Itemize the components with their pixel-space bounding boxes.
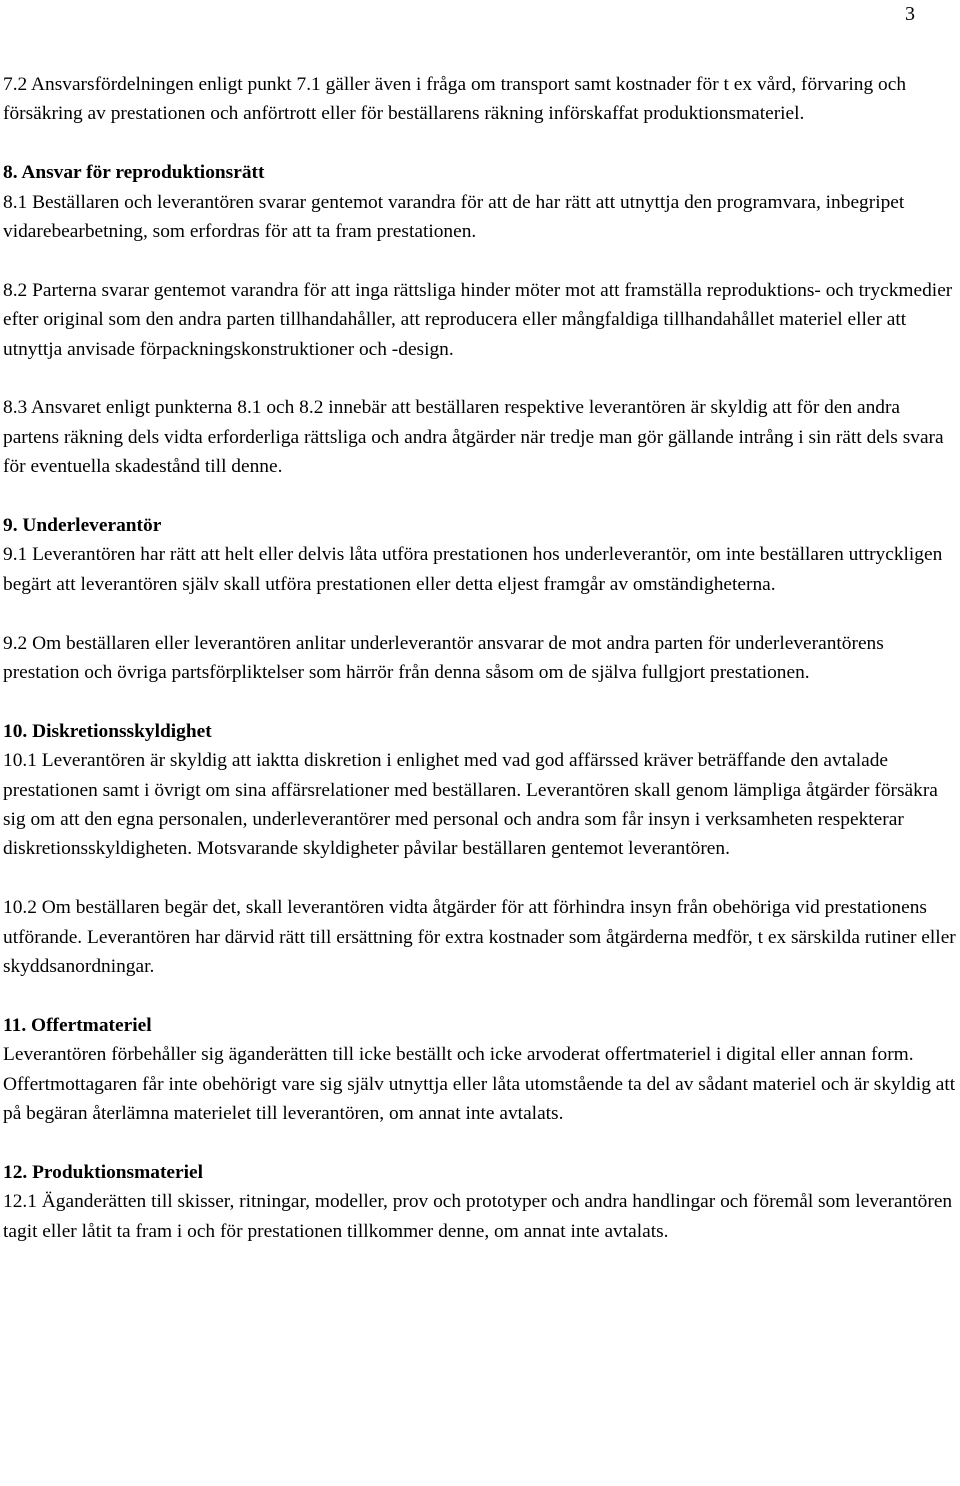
paragraph-10-1: 10.1 Leverantören är skyldig att iaktta diskretion i enlighet med vad god affärssed kräver beträffande den avtalade prestationen samt i övrigt om sina affärsrelationer med beställaren. Leverantören skall genom lämpliga åtgärder försäkra sig om att den egna personalen, underleverantörer med personal och andra som får insyn i verksamheten respekterar diskretionsskyldigheten. Motsvarande skyldigheter påvilar beställaren gentemot leverantören. <box>3 750 938 860</box>
paragraph-9-2: 9.2 Om beställaren eller leverantören anlitar underleverantör ansvarar de mot andra parten för underleverantörens prestation och övriga partsförpliktelser som härrör från denna såsom om de själva fullgjort prestationen. <box>3 632 884 684</box>
page-number: 3 <box>905 3 915 25</box>
paragraph-8-2: 8.2 Parterna svarar gentemot varandra för att inga rättsliga hinder möter mot att framställa reproduktions- och tryckmedier efter original som den andra parten tillhandahåller, att reproducera eller mångfaldiga tillhandahållet materiel eller att utnyttja anvisade förpackningskonstruktioner och -design. <box>3 279 953 360</box>
document-body <box>3 70 958 1246</box>
paragraph-11: Leverantören förbehåller sig äganderätten till icke beställt och icke arvoderat offertmateriel i digital eller annan form. Offertmottagaren får inte obehörigt vare sig själv utnyttja eller låta utomstående ta del av sådant materiel och är skyldig att på begäran återlämna materielet till leverantören, om annat inte avtalats. <box>3 1044 956 1125</box>
section-heading-11: 11. Offertmateriel <box>3 1014 152 1036</box>
section-heading-12: 12. Produktionsmateriel <box>3 1161 204 1183</box>
paragraph-12-1: 12.1 Äganderätten till skisser, ritningar, modeller, prov och prototyper och andra handlingar och föremål som leverantören tagit eller låtit ta fram i och för prestationen tillkommer denne, om annat inte avtalats. <box>3 1191 953 1242</box>
paragraph-9-1: 9.1 Leverantören har rätt att helt eller delvis låta utföra prestationen hos underleverantör, om inte beställaren uttryckligen begärt att leverantören själv skall utföra prestationen eller detta eljest framgår av omständigheterna. <box>3 544 943 595</box>
section-heading-10: 10. Diskretionsskyldighet <box>3 720 212 742</box>
paragraph-7-2: 7.2 Ansvarsfördelningen enligt punkt 7.1 gäller även i fråga om transport samt kostnader för t ex vård, förvaring och försäkring av prestationen och anförtrott eller för beställarens räkning införskaffat produktionsmateriel. <box>3 74 907 125</box>
section-heading-8: 8. Ansvar för reproduktionsrätt <box>3 162 265 184</box>
paragraph-10-2: 10.2 Om beställaren begär det, skall leverantören vidta åtgärder för att förhindra insyn från obehöriga vid prestationens utförande. Leverantören har därvid rätt till ersättning för extra kostnader som åtgärderna medför, t ex särskilda rutiner eller skyddsanordningar. <box>3 897 956 978</box>
section-heading-9: 9. Underleverantör <box>3 515 162 537</box>
paragraph-8-3: 8.3 Ansvaret enligt punkterna 8.1 och 8.2 innebär att beställaren respektive leverantören är skyldig att för den andra partens räkning dels vidta erforderliga rättsliga och andra åtgärder när tredje man gör gällande intrång i sin rätt dels svara för eventuella skadestånd till denne. <box>3 397 944 478</box>
paragraph-8-1: 8.1 Beställaren och leverantören svarar gentemot varandra för att de har rätt att utnyttja den programvara, inbegripet vidarebearbetning, som erfordras för att ta fram prestationen. <box>3 191 905 243</box>
